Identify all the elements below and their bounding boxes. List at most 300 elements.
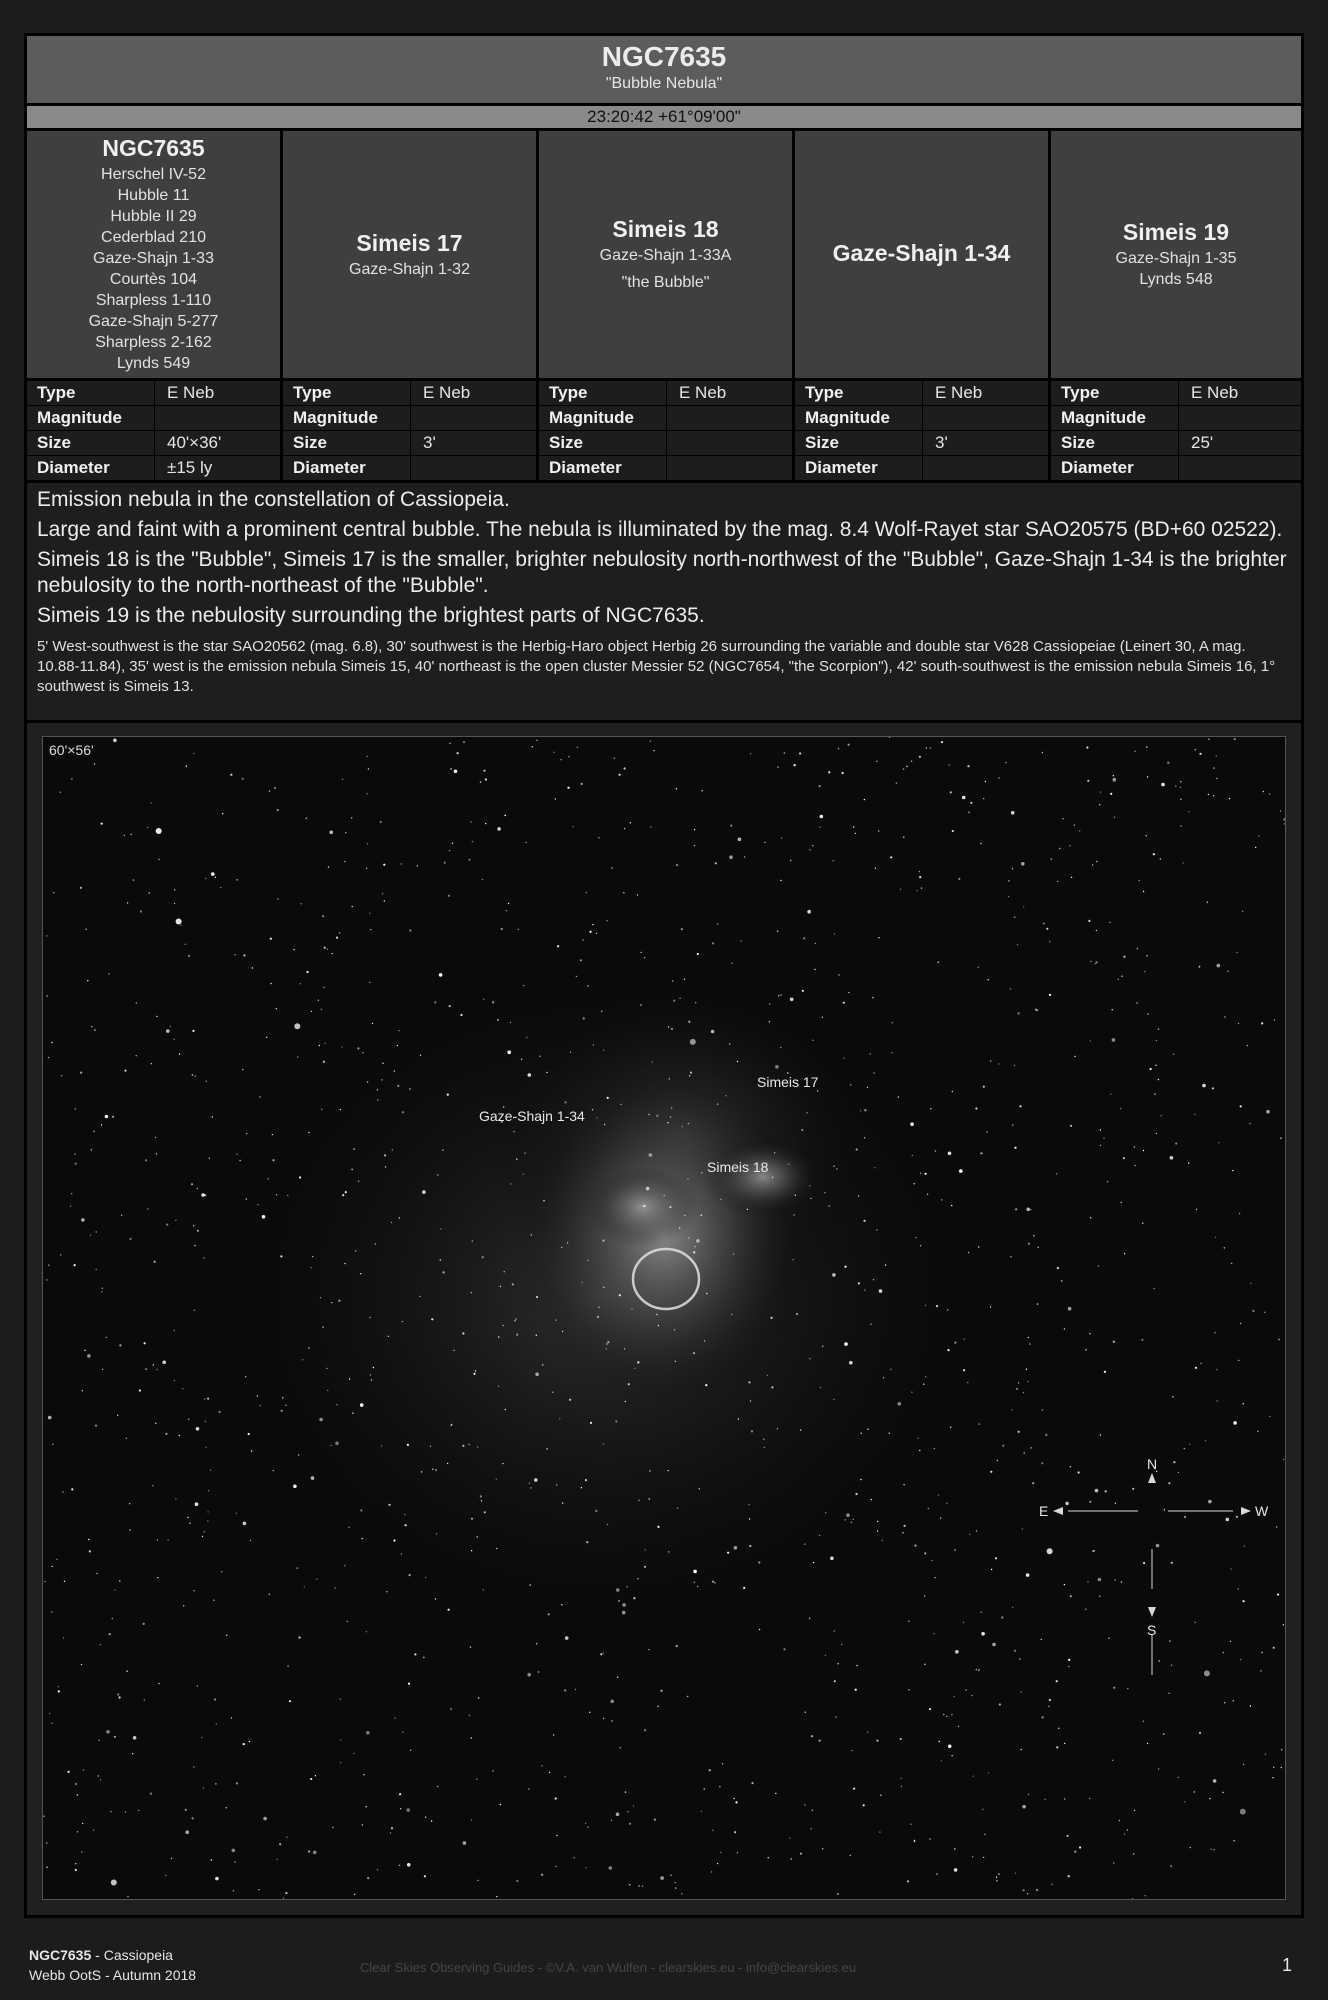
star xyxy=(676,864,678,866)
star xyxy=(676,788,677,789)
star xyxy=(399,1865,400,1866)
star xyxy=(863,1804,865,1806)
star xyxy=(1100,1129,1101,1130)
star xyxy=(603,1443,604,1444)
star xyxy=(239,1160,240,1161)
object-panel-simeis-19 xyxy=(1051,131,1301,378)
star xyxy=(1095,1489,1099,1493)
star xyxy=(246,1133,247,1134)
star xyxy=(649,1498,650,1499)
star xyxy=(165,1875,166,1876)
star xyxy=(457,752,459,754)
star xyxy=(772,1177,773,1178)
star xyxy=(203,1257,204,1258)
star xyxy=(1230,1568,1231,1569)
property-label: Magnitude xyxy=(539,406,667,430)
star xyxy=(670,1875,671,1876)
star xyxy=(1199,967,1200,968)
star xyxy=(799,752,801,754)
star xyxy=(211,1859,212,1860)
star xyxy=(1233,1700,1234,1701)
star xyxy=(95,1425,97,1427)
star xyxy=(629,1823,631,1825)
star xyxy=(476,1779,477,1780)
star xyxy=(269,790,270,791)
star xyxy=(213,1600,214,1601)
star xyxy=(954,1848,955,1849)
star xyxy=(132,1753,133,1754)
star xyxy=(855,833,856,834)
star xyxy=(105,1115,109,1119)
star xyxy=(1051,858,1052,859)
star xyxy=(812,1040,813,1041)
star xyxy=(981,1612,982,1613)
star xyxy=(967,765,969,767)
star xyxy=(1196,1209,1197,1210)
star xyxy=(102,1369,103,1370)
star xyxy=(696,1239,700,1243)
star xyxy=(1068,1659,1070,1661)
star xyxy=(1207,902,1208,903)
star xyxy=(1090,1217,1091,1218)
star xyxy=(373,1367,374,1368)
star xyxy=(803,937,805,939)
star xyxy=(119,1344,121,1346)
star xyxy=(1214,1332,1215,1333)
star xyxy=(77,1794,78,1795)
star xyxy=(1134,1810,1135,1811)
star xyxy=(1273,1647,1275,1649)
star xyxy=(809,1358,810,1359)
star xyxy=(952,1091,953,1092)
star xyxy=(923,1384,924,1385)
star xyxy=(448,1609,450,1611)
star xyxy=(424,1875,426,1877)
star xyxy=(825,1512,826,1513)
star xyxy=(351,1169,352,1170)
star xyxy=(136,1002,137,1003)
star xyxy=(1194,1114,1195,1115)
star xyxy=(174,1039,175,1040)
star xyxy=(1014,1147,1016,1149)
star xyxy=(162,1361,166,1365)
star xyxy=(959,1169,963,1173)
star xyxy=(809,1618,810,1619)
description-line: Simeis 18 is the "Bubble", Simeis 17 is the smaller, brighter nebulosity north-northwest of the "Bubble", Gaze-Shajn 1-34 is the brighter nebulosity to the north-northeast of the "Bubble". xyxy=(37,548,1287,597)
star xyxy=(1205,1440,1206,1441)
object-panel-simeis-17 xyxy=(283,131,539,378)
property-label: Magnitude xyxy=(1051,406,1179,430)
footer-guide: Webb OotS - Autumn 2018 xyxy=(29,1967,197,1983)
star xyxy=(633,1805,634,1806)
star xyxy=(586,1867,587,1868)
compass-e-label: E xyxy=(1039,1503,1049,1519)
star xyxy=(789,1838,790,1839)
star xyxy=(722,1763,723,1764)
star xyxy=(954,1696,955,1697)
star xyxy=(192,1030,194,1032)
star xyxy=(717,923,718,924)
star xyxy=(727,1552,729,1554)
star xyxy=(1014,1650,1016,1652)
star xyxy=(750,1400,751,1401)
star xyxy=(1217,964,1221,968)
star xyxy=(1188,811,1189,812)
star xyxy=(598,1307,599,1308)
star xyxy=(1068,1307,1072,1311)
star xyxy=(1247,1045,1248,1046)
star xyxy=(1250,1705,1251,1706)
star xyxy=(430,1446,431,1447)
star xyxy=(553,1734,554,1735)
star xyxy=(1210,1849,1211,1850)
star xyxy=(1020,1691,1021,1692)
star xyxy=(1127,1829,1128,1830)
star xyxy=(630,822,631,823)
star xyxy=(806,1112,807,1113)
star xyxy=(448,895,450,897)
star xyxy=(737,1061,738,1062)
star xyxy=(1022,1528,1023,1529)
star xyxy=(195,1502,199,1506)
star xyxy=(51,1723,52,1724)
star xyxy=(82,1390,83,1391)
description-notes: 5' West-southwest is the star SAO20562 (mag. 6.8), 30' southwest is the Herbig-Haro object Herbig 26 surrounding the variable and double star V628 Cassiopeiae (Leinert 30, A mag. 10.88-11.84), 35' west is the emission nebula Simeis 15, 40' northeast is the open cluster Messier 52 (NGC7654, "the Scorpion"), 42' south-southwest is the emission nebula Simeis 16, 1° southwest is Simeis 13. xyxy=(37,638,1276,695)
star xyxy=(208,1490,209,1491)
star xyxy=(631,1308,632,1309)
property-table xyxy=(795,378,1051,480)
star xyxy=(835,1716,836,1717)
star xyxy=(844,1342,848,1346)
star xyxy=(1146,835,1147,836)
star xyxy=(201,1193,205,1197)
star xyxy=(449,1005,451,1007)
star xyxy=(151,1063,152,1064)
star xyxy=(903,1484,904,1485)
star xyxy=(972,1856,973,1857)
star xyxy=(975,1107,977,1109)
star xyxy=(1163,1733,1164,1734)
star xyxy=(615,1420,617,1422)
star xyxy=(837,1663,838,1664)
star xyxy=(1243,1403,1244,1404)
star xyxy=(367,756,368,757)
star xyxy=(388,1504,390,1506)
star xyxy=(834,933,835,934)
star xyxy=(443,1271,445,1273)
star xyxy=(507,1051,511,1055)
star xyxy=(119,1696,121,1698)
star xyxy=(1115,1503,1116,1504)
star xyxy=(814,969,815,970)
object-alias: Sharpless 2-162 xyxy=(95,334,212,351)
star xyxy=(1208,794,1209,795)
star xyxy=(878,937,879,938)
star xyxy=(802,990,804,992)
star xyxy=(422,1190,426,1194)
star xyxy=(127,1896,128,1897)
star xyxy=(1217,1400,1218,1401)
star xyxy=(516,1159,517,1160)
star xyxy=(562,1331,563,1332)
object-alias: Hubble 11 xyxy=(117,187,190,204)
star xyxy=(1141,1339,1143,1341)
star xyxy=(1113,778,1117,782)
star xyxy=(650,741,651,742)
star xyxy=(319,1418,323,1422)
star xyxy=(452,843,453,844)
star xyxy=(273,1470,274,1471)
star xyxy=(967,1382,968,1383)
star xyxy=(749,1545,751,1547)
property-value xyxy=(667,431,679,455)
star xyxy=(360,1509,362,1511)
object-panel-gaze-shajn-1-34 xyxy=(795,131,1051,378)
star xyxy=(848,744,850,746)
star xyxy=(435,1469,437,1471)
star xyxy=(182,1388,183,1389)
star xyxy=(80,887,82,889)
star xyxy=(1056,1173,1057,1174)
star xyxy=(236,1154,237,1155)
star xyxy=(1238,1360,1239,1361)
star xyxy=(838,748,839,749)
star xyxy=(733,1798,734,1799)
star xyxy=(497,827,501,831)
star xyxy=(879,1289,883,1293)
star xyxy=(592,1109,593,1110)
star xyxy=(179,1435,180,1436)
star xyxy=(344,1565,345,1566)
star xyxy=(738,1418,739,1419)
star xyxy=(908,1621,909,1622)
star xyxy=(71,1488,73,1490)
star xyxy=(207,1398,209,1400)
star xyxy=(867,1429,868,1430)
star xyxy=(606,1348,607,1349)
star xyxy=(1096,930,1097,931)
star xyxy=(601,1011,602,1012)
star xyxy=(75,1863,76,1864)
star xyxy=(48,1416,52,1420)
star xyxy=(338,1300,340,1302)
property-label: Size xyxy=(27,431,155,455)
star xyxy=(155,1137,156,1138)
star xyxy=(269,1594,270,1595)
star xyxy=(695,1002,696,1003)
star xyxy=(583,939,584,940)
object-name: Gaze-Shajn 1-34 xyxy=(832,240,1011,266)
star xyxy=(1070,1595,1072,1597)
star xyxy=(775,1793,776,1794)
star xyxy=(930,747,931,748)
star xyxy=(68,1771,70,1773)
star xyxy=(363,1774,364,1775)
star xyxy=(697,1586,698,1587)
star xyxy=(819,1535,820,1536)
star xyxy=(864,799,865,800)
star xyxy=(340,1740,341,1741)
star xyxy=(1045,1799,1046,1800)
star xyxy=(187,1517,188,1518)
star xyxy=(1056,1680,1058,1682)
star xyxy=(192,1074,193,1075)
star xyxy=(407,1444,409,1446)
star xyxy=(113,739,117,743)
star xyxy=(645,1549,646,1550)
star xyxy=(124,835,125,836)
star xyxy=(1155,1065,1156,1066)
star xyxy=(530,1487,531,1488)
star xyxy=(1146,746,1147,747)
star xyxy=(140,910,142,912)
star xyxy=(596,933,597,934)
star xyxy=(83,1769,84,1770)
star xyxy=(48,1057,49,1058)
star xyxy=(167,1539,168,1540)
star xyxy=(1156,1133,1157,1134)
star xyxy=(320,1297,321,1298)
star xyxy=(157,1577,158,1578)
star xyxy=(1121,1202,1122,1203)
property-row-size xyxy=(795,431,1048,456)
star xyxy=(400,1808,401,1809)
star xyxy=(810,1198,811,1199)
star xyxy=(820,815,824,819)
star xyxy=(656,1314,657,1315)
star xyxy=(1274,1019,1275,1020)
star xyxy=(216,1723,217,1724)
star xyxy=(249,1741,250,1742)
star xyxy=(774,1152,775,1153)
star xyxy=(925,1376,926,1377)
star xyxy=(560,759,561,760)
star xyxy=(955,1650,959,1654)
property-row-type xyxy=(283,381,536,406)
star xyxy=(75,1163,77,1165)
star xyxy=(280,1255,282,1257)
star xyxy=(318,1000,319,1001)
star xyxy=(203,1788,204,1789)
star xyxy=(747,1209,748,1210)
star xyxy=(351,817,352,818)
star xyxy=(570,1052,571,1053)
star xyxy=(769,1003,770,1004)
star xyxy=(1209,1798,1210,1799)
star xyxy=(1026,1573,1030,1577)
object-alias: Sharpless 1-110 xyxy=(95,292,212,309)
star xyxy=(1269,1416,1270,1417)
star xyxy=(156,828,162,834)
star xyxy=(941,741,943,743)
star xyxy=(882,1540,883,1541)
star xyxy=(409,929,411,931)
star xyxy=(222,813,223,814)
star xyxy=(933,1633,934,1634)
property-value: E Neb xyxy=(1191,383,1239,402)
star xyxy=(824,1192,825,1193)
star xyxy=(1069,845,1070,846)
star xyxy=(771,1317,773,1319)
star xyxy=(925,1305,926,1306)
star xyxy=(622,1611,626,1615)
property-row-size xyxy=(283,431,536,456)
star xyxy=(924,1664,925,1665)
star xyxy=(1250,1283,1251,1284)
star xyxy=(853,1519,854,1520)
star xyxy=(209,1158,210,1159)
star xyxy=(1011,811,1015,815)
star xyxy=(694,1582,695,1583)
star xyxy=(668,1026,669,1027)
star xyxy=(496,1896,497,1897)
star xyxy=(590,1422,592,1424)
star xyxy=(91,1149,92,1150)
star xyxy=(1144,971,1145,972)
star xyxy=(391,1827,393,1829)
star xyxy=(276,1194,277,1195)
property-label: Diameter xyxy=(539,456,667,480)
star xyxy=(998,777,999,778)
star xyxy=(44,1581,45,1582)
star xyxy=(325,1043,326,1044)
star xyxy=(294,1023,300,1029)
star xyxy=(1158,1079,1159,1080)
star xyxy=(74,1264,76,1266)
star xyxy=(717,1863,718,1864)
star xyxy=(331,1302,332,1303)
star xyxy=(642,1886,643,1887)
star xyxy=(1264,1312,1265,1313)
star xyxy=(402,1321,403,1322)
star xyxy=(1167,762,1169,764)
star xyxy=(101,1291,102,1292)
star xyxy=(85,929,86,930)
star xyxy=(1098,1265,1099,1266)
star xyxy=(58,1690,60,1692)
star xyxy=(990,1060,991,1061)
star xyxy=(1178,1777,1179,1778)
property-value xyxy=(667,456,679,480)
star xyxy=(1258,835,1259,836)
star xyxy=(119,1580,120,1581)
star xyxy=(833,860,834,861)
star xyxy=(1243,1764,1244,1765)
star xyxy=(1200,1363,1201,1364)
star xyxy=(921,887,922,888)
star xyxy=(471,1550,472,1551)
star xyxy=(589,931,591,933)
star xyxy=(96,1573,97,1574)
star xyxy=(611,1820,612,1821)
star xyxy=(1272,1777,1273,1778)
star xyxy=(106,1730,110,1734)
star xyxy=(185,944,186,945)
coordinates: 23:20:42 +61°09'00" xyxy=(27,106,1301,131)
star xyxy=(701,1811,702,1812)
star xyxy=(1252,1310,1254,1312)
property-label: Size xyxy=(539,431,667,455)
star xyxy=(1236,1516,1238,1518)
star xyxy=(912,1155,913,1156)
star xyxy=(749,1518,750,1519)
star xyxy=(828,771,830,773)
star xyxy=(344,861,345,862)
star xyxy=(175,1220,176,1221)
star xyxy=(1134,1146,1135,1147)
star xyxy=(77,1831,78,1832)
star xyxy=(1002,1445,1004,1447)
